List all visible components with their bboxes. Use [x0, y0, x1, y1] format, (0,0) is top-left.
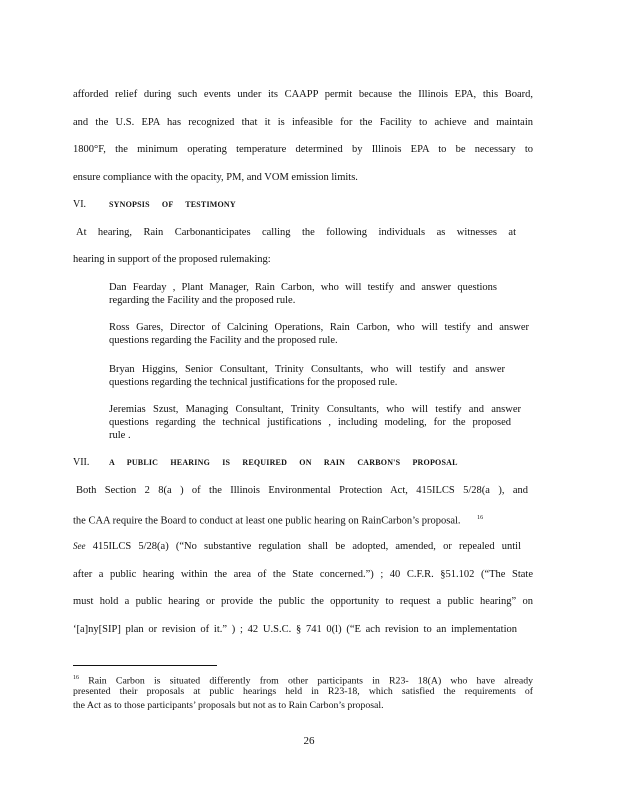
body-line: must hold a public hearing or provide the public the opportunity to request a public hearing” on: [73, 596, 533, 607]
body-line: and the U.S. EPA has recognized that it is infeasible for the Facility to achieve and maintain: [73, 117, 533, 128]
body-line: [73, 540, 521, 553]
footnote-line: presented their proposals at public hearings held in R23-18, which satisfied the requirements of: [73, 686, 533, 697]
witness-line: regarding the Facility and the proposed rule.: [109, 295, 296, 306]
footnote-divider: [73, 665, 217, 666]
see-signal: See: [73, 541, 86, 551]
body-line: hearing in support of the proposed rulemaking:: [73, 254, 271, 265]
body-line: [73, 512, 533, 528]
body-line: Both Section 2 8(a ) of the Illinois Environmental Protection Act, 415ILCS 5/28(a ), and: [76, 485, 528, 496]
section-number: VII.: [73, 457, 90, 468]
witness-line: questions regarding the technical justifications for the proposed rule.: [109, 377, 398, 388]
footnote-line: [73, 672, 533, 687]
footnote-reference: 16: [477, 515, 484, 521]
section-heading-vii: [73, 457, 458, 468]
footnote-text: Rain Carbon is situated differently from other participants in R23- 18(A) who have already: [88, 675, 533, 687]
body-line: At hearing, Rain Carbonanticipates calling the following individuals as witnesses at: [76, 227, 516, 238]
body-line: after a public hearing within the area of the State concerned.”) ; 40 C.F.R. §51.102 (“The State: [73, 569, 533, 580]
body-line: ‘[a]ny[SIP] plan or revision of it.” ) ; 42 U.S.C. § 741 0(l) (“E ach revision to an implementation: [73, 624, 517, 635]
body-line: ensure compliance with the opacity, PM, and VOM emission limits.: [73, 172, 358, 183]
witness-line: Jeremias Szust, Managing Consultant, Trinity Consultants, who will testify and answer: [109, 404, 521, 415]
section-heading-vi: [73, 199, 236, 210]
body-line-text: the CAA require the Board to conduct at least one public hearing on RainCarbon’s proposal.: [73, 515, 461, 527]
witness-line: rule .: [109, 430, 131, 441]
section-title: A PUBLIC HEARING IS REQUIRED ON RAIN CARBON'S PROPOSAL: [109, 458, 458, 467]
footnote-line: the Act as to those participants’ proposals but not as to Rain Carbon’s proposal.: [73, 700, 384, 711]
body-line: 1800°F, the minimum operating temperature determined by Illinois EPA to be necessary to: [73, 144, 533, 155]
witness-line: questions regarding the Facility and the proposed rule.: [109, 335, 338, 346]
body-line: afforded relief during such events under its CAAPP permit because the Illinois EPA, this Board,: [73, 89, 533, 100]
footnote-number: 16: [73, 675, 79, 681]
witness-line: Bryan Higgins, Senior Consultant, Trinity Consultants, who will testify and answer: [109, 364, 505, 375]
witness-line: questions regarding the technical justifications , including modeling, for the proposed: [109, 417, 511, 428]
witness-line: Dan Fearday , Plant Manager, Rain Carbon, who will testify and answer questions: [109, 282, 497, 293]
page-number: 26: [303, 735, 315, 747]
witness-line: Ross Gares, Director of Calcining Operations, Rain Carbon, who will testify and answer: [109, 322, 529, 333]
section-title: SYNOPSIS OF TESTIMONY: [109, 200, 236, 209]
body-line-text: 415ILCS 5/28(a) (“No substantive regulation shall be adopted, amended, or repealed until: [92, 541, 522, 552]
section-number: VI.: [73, 199, 87, 210]
